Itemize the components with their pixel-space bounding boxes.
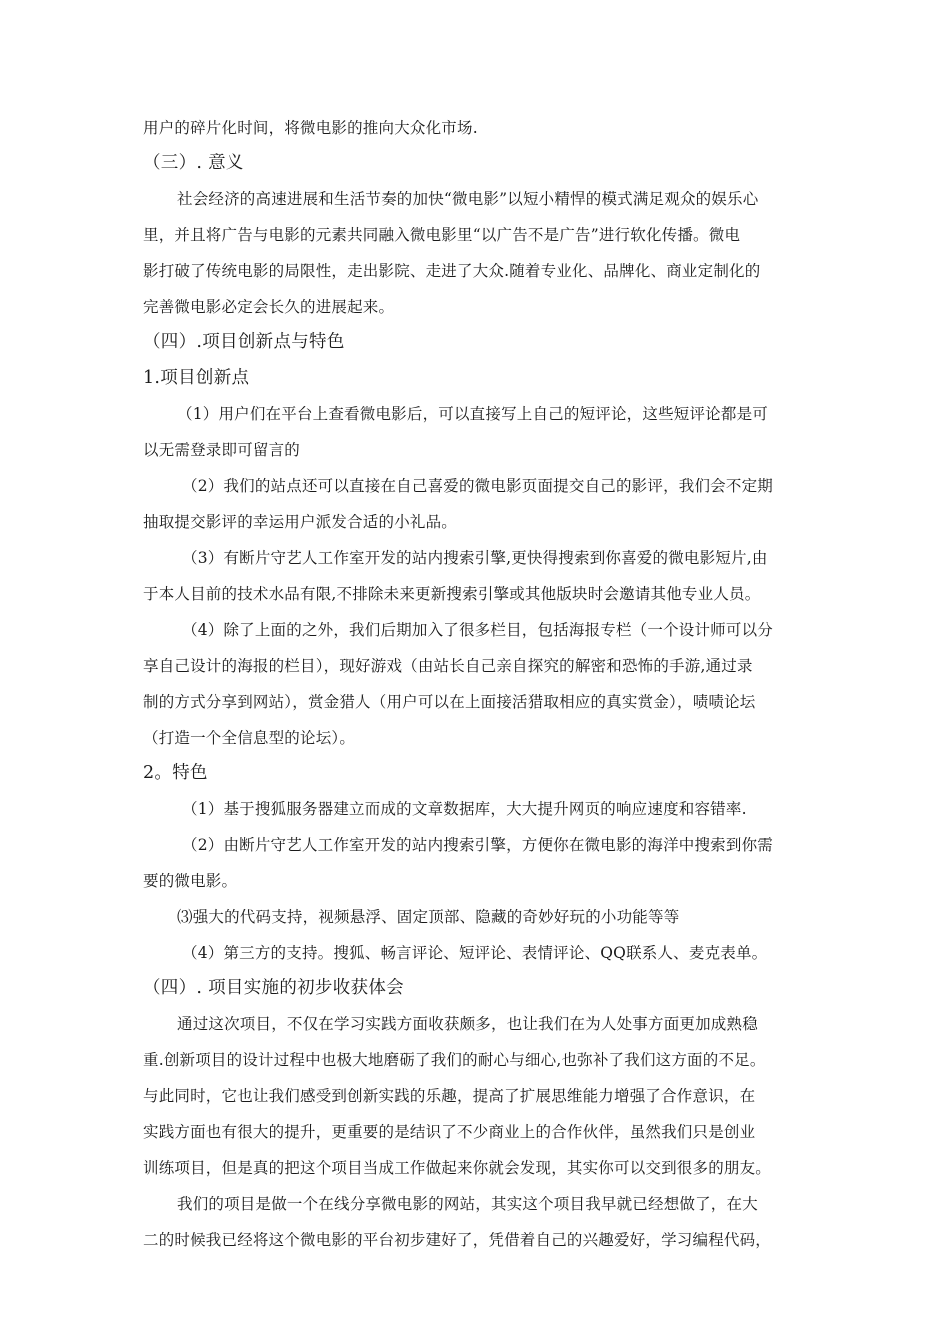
list-item-text: （4）除了上面的之外，我们后期加入了很多栏目，包括海报专栏（一个设计师可以分 (182, 621, 773, 639)
list-item-text: 要的微电影。 (143, 872, 238, 890)
body-text-line: 影打破了传统电影的局限性，走出影院、走进了大众.随着专业化、品牌化、商业定制化的 (143, 262, 761, 280)
list-item-text: （1）用户们在平台上查看微电影后，可以直接写上自己的短评论，这些短评论都是可 (177, 405, 768, 423)
body-text-line: 社会经济的高速进展和生活节奏的加快“微电影”以短小精悍的模式满足观众的娱乐心 (177, 190, 759, 208)
list-item-text: （4）第三方的支持。搜狐、畅言评论、短评论、表情评论、QQ联系人、麦克表单。 (182, 944, 768, 962)
body-text-line: 用户的碎片化时间，将微电影的推向大众化市场. (143, 119, 478, 137)
list-item-text: 抽取提交影评的幸运用户派发合适的小礼品。 (143, 513, 458, 531)
body-text-line: 完善微电影必定会长久的进展起来。 (143, 298, 395, 316)
list-item-text: （2）由断片守艺人工作室开发的站内搜索引擎，方便你在微电影的海洋中搜索到你需 (182, 836, 773, 854)
list-item-text: （3）有断片守艺人工作室开发的站内搜索引擎,更快得搜索到你喜爱的微电影短片,由 (182, 549, 768, 567)
list-item-text: 以无需登录即可留言的 (143, 441, 301, 459)
body-text-line: 我们的项目是做一个在线分享微电影的网站，其实这个项目我早就已经想做了，在大 (177, 1195, 758, 1213)
body-text-line: 训练项目，但是真的把这个项目当成工作做起来你就会发现，其实你可以交到很多的朋友。 (143, 1159, 772, 1177)
body-text-line: 与此同时，它也让我们感受到创新实践的乐趣，提高了扩展思维能力增强了合作意识，在 (143, 1087, 756, 1105)
list-item-text: ⑶强大的代码支持，视频悬浮、固定顶部、隐藏的奇妙好玩的小功能等等 (177, 908, 680, 926)
section-heading-experience: （四）. 项目实施的初步收获体会 (143, 978, 404, 998)
list-item-text: 于本人目前的技术水品有限,不排除未来更新搜索引擎或其他版块时会邀请其他专业人员。 (143, 585, 761, 603)
body-text-line: 通过这次项目，不仅在学习实践方面收获颇多，也让我们在为人处事方面更加成熟稳 (177, 1015, 758, 1033)
body-text-line: 里，并且将广告与电影的元素共同融入微电影里“以广告不是广告”进行软化传播。微电 (143, 226, 741, 244)
section-heading-innovation: （四）.项目创新点与特色 (143, 332, 345, 352)
list-item-text: 享自己设计的海报的栏目），现好游戏（由站长自己亲自探究的解密和恐怖的手游,通过录 (143, 657, 753, 675)
body-text-line: 重.创新项目的设计过程中也极大地磨砺了我们的耐心与细心,也弥补了我们这方面的不足。 (143, 1051, 766, 1069)
list-item-text: （打造一个全信息型的论坛）。 (143, 729, 356, 747)
section-heading-significance: （三）. 意义 (143, 153, 244, 173)
list-item-text: （2）我们的站点还可以直接在自己喜爱的微电影页面提交自己的影评，我们会不定期 (182, 477, 773, 495)
list-item-text: （1）基于搜狐服务器建立而成的文章数据库，大大提升网页的响应速度和容错率. (182, 800, 747, 818)
body-text-line: 二的时候我已经将这个微电影的平台初步建好了，凭借着自己的兴趣爱好，学习编程代码， (143, 1231, 772, 1249)
body-text-line: 实践方面也有很大的提升，更重要的是结识了不少商业上的合作伙伴，虽然我们只是创业 (143, 1123, 756, 1141)
subsection-heading-innovation-points: 1.项目创新点 (143, 368, 250, 388)
list-item-text: 制的方式分享到网站），赏金猎人（用户可以在上面接活猎取相应的真实赏金），啧啧论坛 (143, 693, 756, 711)
subsection-heading-features: 2。特色 (143, 763, 208, 783)
